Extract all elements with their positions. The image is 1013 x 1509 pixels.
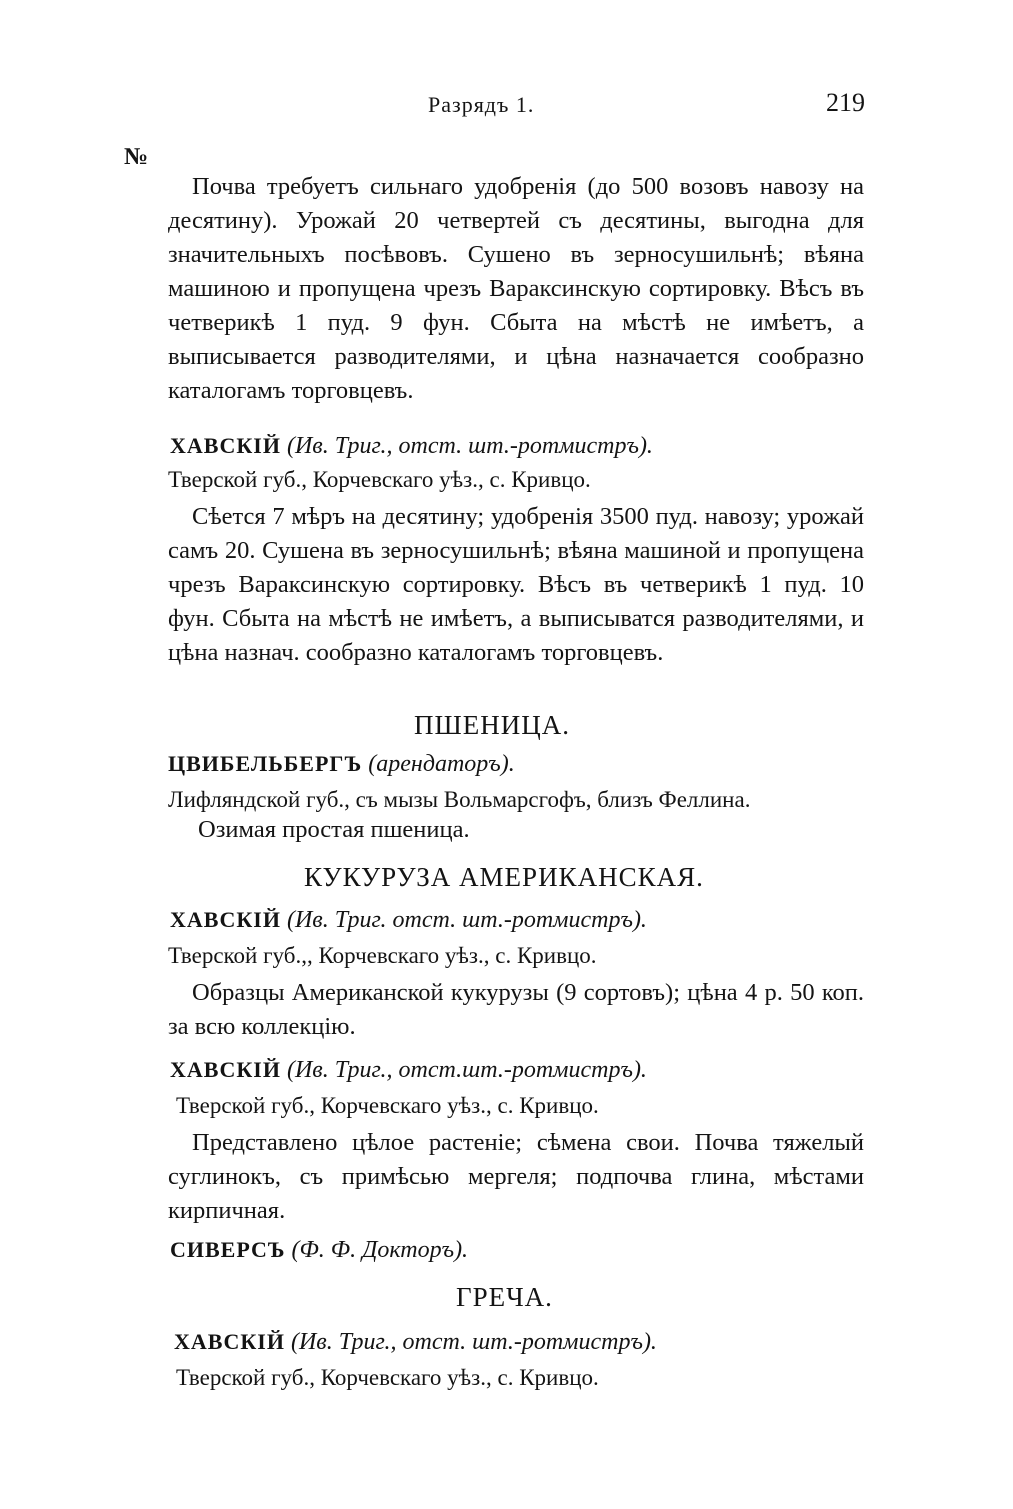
exhibitor-location: Тверской губ.,, Корчевскаго уѣз., с. Кривцо. [168,943,597,968]
item-description: Озимая простая пшеница. [198,816,470,843]
exhibitor-name: ХАВСКІЙ [174,1329,285,1354]
section-heading-wheat: ПШЕНИЦА. [414,710,570,740]
paragraph-text: Представлено цѣлое растеніе; сѣмена свои. Почва тяжелый суглинокъ, съ примѣсью мергеля; подпочва глина, мѣстами кирпичная. [168,1129,864,1224]
exhibitor-title: (Ф. Ф. Докторъ). [291,1237,469,1263]
entry-exhibitor [170,430,653,462]
page-number: 219 [826,88,865,117]
exhibitor-name: СИВЕРСЪ [170,1237,286,1262]
section-heading-buckwheat: ГРЕЧА. [456,1282,553,1312]
number-sign: № [124,144,149,170]
paragraph-soil-requirements [168,170,864,408]
exhibitor-title: (арендаторъ). [368,751,515,777]
entry-exhibitor [168,748,515,780]
exhibitor-title: (Ив. Триг., отст. шт.-ротмистръ). [290,1329,657,1355]
exhibitor-name: ХАВСКІЙ [170,1057,281,1082]
exhibitor-location: Тверской губ., Корчевскаго уѣз., с. Кривцо. [168,467,591,492]
paragraph-text: Сѣется 7 мѣръ на десятину; удобренія 3500 пуд. навозу; урожай самъ 20. Сушена въ зерносушильнѣ; вѣяна машиной и пропущена чрезъ Вараксинскую сортировку. Вѣсъ въ четверикѣ 1 пуд. 10 фун. Сбыта на мѣстѣ не имѣетъ, а выписыватся разводителями, и цѣна назнач. сообразно каталогамъ торговцевъ. [168,503,864,666]
entry-exhibitor [174,1326,657,1358]
paragraph-whole-plant [168,1126,864,1228]
paragraph-sowing [168,500,864,670]
entry-exhibitor [170,1234,468,1266]
section-heading-corn: КУКУРУЗА АМЕРИКАНСКАЯ. [304,862,704,892]
exhibitor-title: (Ив. Триг., отст. шт.-ротмистръ). [286,433,653,459]
exhibitor-title: (Ив. Триг., отст.шт.-ротмистръ). [286,1057,647,1083]
exhibitor-name: ЦВИБЕЛЬБЕРГЪ [168,751,363,776]
running-head: Разрядъ 1. [428,92,535,117]
exhibitor-location: Тверской губ., Корчевскаго уѣз., с. Кривцо. [176,1093,599,1118]
exhibitor-name: ХАВСКІЙ [170,907,281,932]
exhibitor-title: (Ив. Триг. отст. шт.-ротмистръ). [286,907,647,933]
entry-exhibitor [170,904,647,936]
paragraph-text: Почва требуетъ сильнаго удобренія (до 500 возовъ навозу на десятину). Урожай 20 четвертей съ десятины, выгодна для значительныхъ посѣвовъ. Сушено въ зерносушильнѣ; вѣяна машиною и пропущена чрезъ Вараксинскую сортировку. Вѣсъ въ четверикѣ 1 пуд. 9 фун. Сбыта на мѣстѣ не имѣетъ, а выписывается разводителями, и цѣна назначается сообразно каталогамъ торговцевъ. [168,173,864,404]
exhibitor-name: ХАВСКІЙ [170,433,281,458]
exhibitor-location: Тверской губ., Корчевскаго уѣз., с. Кривцо. [176,1365,599,1390]
exhibitor-location: Лифляндской губ., съ мызы Вольмарсгофъ, близъ Феллина. [168,787,751,812]
paragraph-corn-samples [168,976,864,1044]
paragraph-text: Образцы Американской кукурузы (9 сортовъ); цѣна 4 р. 50 коп. за всю коллекцію. [168,979,864,1040]
entry-exhibitor [170,1054,647,1086]
